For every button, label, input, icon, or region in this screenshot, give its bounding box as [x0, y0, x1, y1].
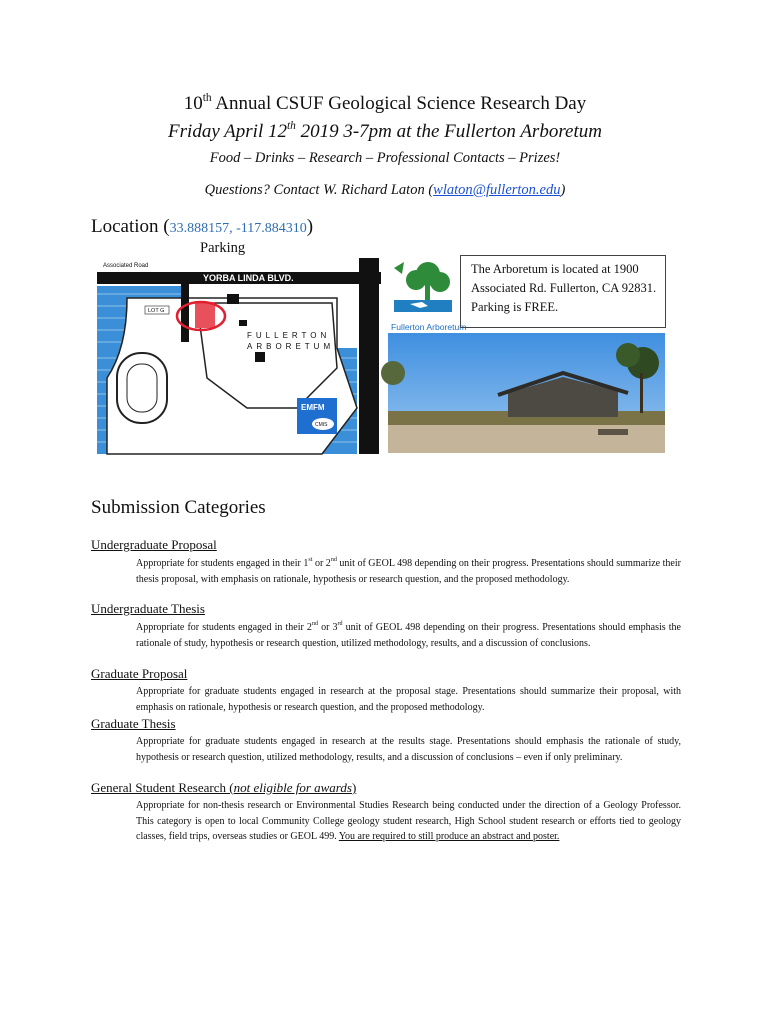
campus-map — [97, 258, 381, 454]
parking-label: Parking — [200, 240, 246, 256]
location-heading: Location (33.888157, -117.884310) — [91, 216, 314, 237]
category-description: Appropriate for graduate students engaged in research at the proposal stage. Presentations should summarize their proposal, with emphasis on rationale, hypothesis or research question, and the proposed methodology. — [136, 686, 681, 713]
category-description: Appropriate for non-thesis research or Environmental Studies Research being conducted under the direction of a Geology Professor. This category is open to local Community College geology student research, High School student research or efforts tied to geology classes, field trips, overseas studies or GEOL 499. You are required to still produce an abstract and poster. — [136, 800, 681, 842]
event-tagline: Food – Drinks – Research – Professional Contacts – Prizes! — [209, 150, 561, 166]
map-cmis-label: CMIS — [315, 422, 328, 428]
map-building-label: EMFM — [301, 403, 325, 412]
fullerton-arboretum-logo — [390, 258, 467, 334]
associated-road — [359, 258, 379, 454]
arboretum-photo — [388, 333, 665, 453]
info-line-1: The Arboretum is located at 1900 — [471, 262, 639, 276]
category-title: Graduate Thesis — [91, 716, 176, 731]
category-description: Appropriate for students engaged in their 1st or 2nd unit of GEOL 498 depending on their progress. Presentations should summarize their thesis proposal, with emphasis on rationale, hypothesis or research question, and the proposed methodology. — [136, 557, 681, 585]
category-title: Undergraduate Thesis — [91, 601, 205, 616]
category-title: Undergraduate Proposal — [91, 537, 217, 552]
logo-text: Fullerton Arboretum — [391, 322, 467, 332]
map-side-street: CAMPUS — [183, 308, 189, 330]
info-line-2: Associated Rd. Fullerton, CA 92831. — [471, 281, 657, 295]
info-line-3: Parking is FREE. — [471, 300, 559, 314]
category-description: Appropriate for graduate students engaged in research at the results stage. Presentations should emphasis the rationale of study, hypothesis or research question, utilized methodology, results, and a discussion of conclusions – even if only preliminary. — [136, 736, 681, 763]
map-arboretum-line2: ARBORETUM — [247, 342, 335, 351]
location-info-box — [460, 255, 666, 328]
coordinates: 33.888157, -117.884310 — [169, 221, 307, 236]
map-street-label: YORBA LINDA BLVD. — [203, 273, 294, 283]
category-title: Graduate Proposal — [91, 666, 188, 681]
map-road-label: Associated Road — [103, 263, 149, 269]
parking-lot-highlight — [195, 302, 215, 328]
category-title: General Student Research (not eligible for awards) — [91, 780, 357, 795]
event-date-venue: Friday April 12th 2019 3-7pm at the Fullerton Arboretum — [168, 119, 602, 142]
submission-categories-heading: Submission Categories — [91, 497, 266, 518]
category-description: Appropriate for students engaged in their 2nd or 3rd unit of GEOL 498 depending on their progress. Presentations should emphasis the rationale of study, hypothesis or research question, utilized methodology, results, and a discussion of conclusions. — [136, 621, 681, 649]
required-notice: You are required to still produce an abstract and poster. — [338, 831, 560, 842]
contact-line: Questions? Contact W. Richard Laton (wlaton@fullerton.edu) — [204, 182, 566, 198]
map-lot-label: LOT G — [148, 308, 165, 314]
map-arboretum-line1: FULLERTON — [247, 331, 331, 340]
contact-email-link[interactable]: wlaton@fullerton.edu — [433, 182, 561, 198]
event-title: 10th Annual CSUF Geological Science Research Day — [183, 91, 587, 114]
